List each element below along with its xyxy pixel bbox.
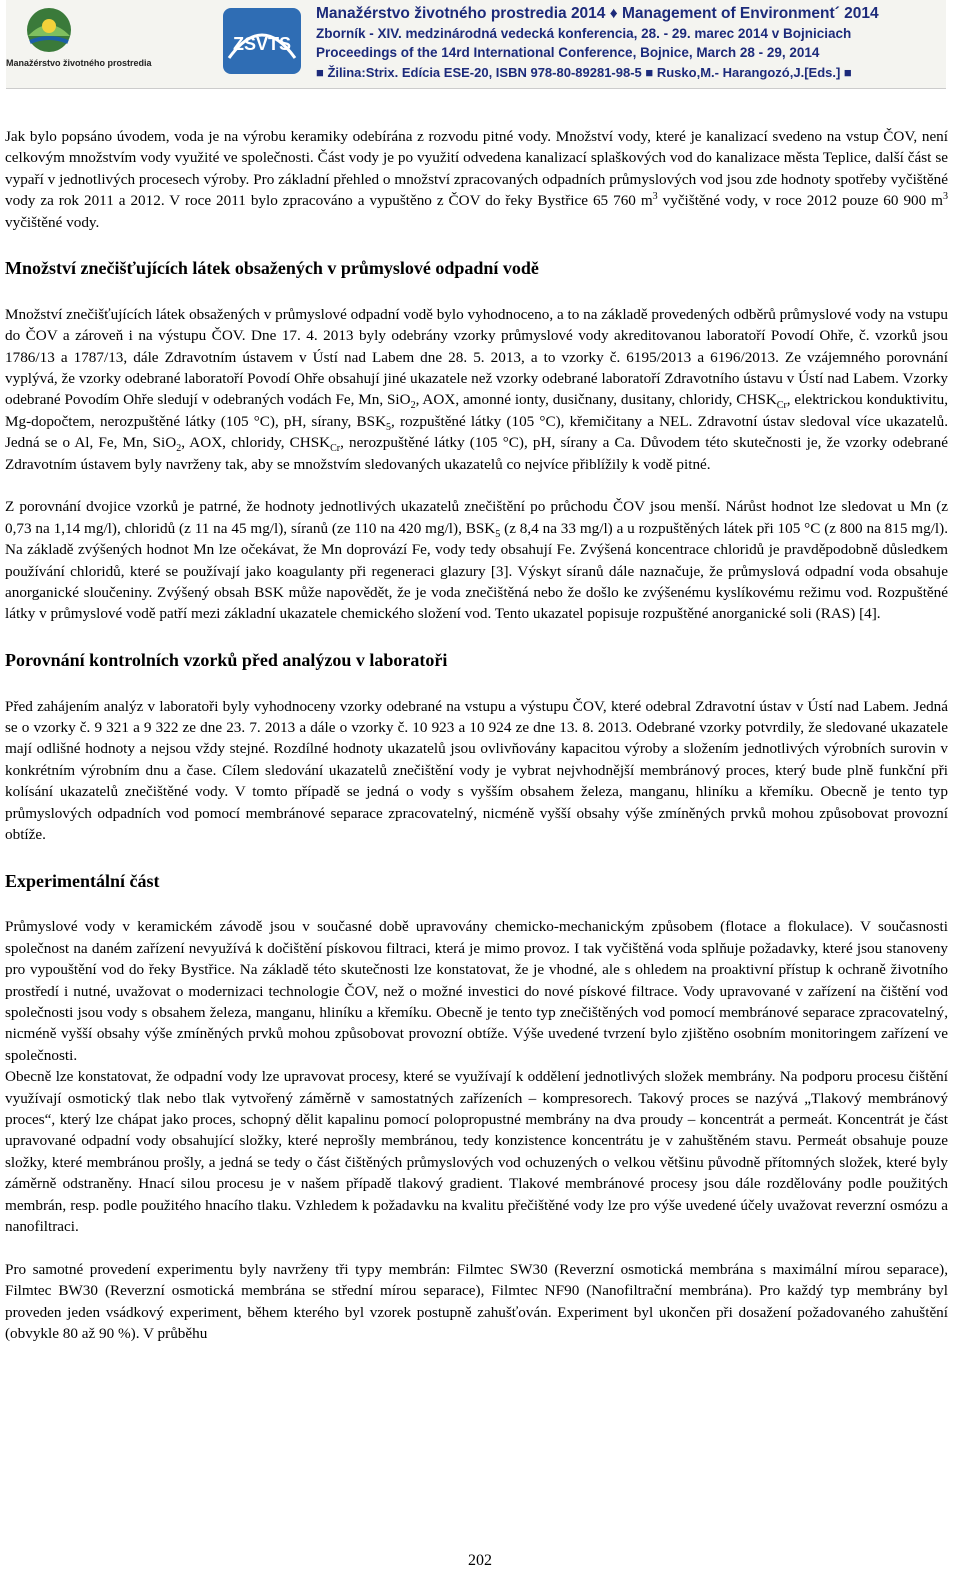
- control-samples-paragraph: Před zahájením analýz v laboratoři byly vyhodnoceny vzorky odebrané na vstupu a výstupu ČOV, které odebral Zdravotní ústav v Ústí nad Labem. Jedná se o vzorky č. 9 321 a 9 322 ze dne 23. 7. 2013 a dále o vzorky č. 10 923 a 10 924 ze dne 13. 8. 2013. Odebrané vzorky potvrdily, že sledované ukazatele mají odlišné hodnoty a nejsou vždy stejné. Rozdílné hodnoty ukazatelů jsou ovlivňovány kapacitou výroby a složením jednotlivých výrobních surovin v konkrétním výrobním dnu a čase. Cílem sledování ukazatelů znečištění vody je vybrat nejvhodnější membránový proces, který bude plně funkční při kolísání ukazatelů znečištěné vody. V tomto případě se jedná o vody s vyšším obsahem železa, manganu, hliníku a křemíku. Obecně je tento typ průmyslových odpadních vod pomocí membránové separace zpracovatelný, nicméně vyšší obsahy výše zmíněných prvků mohou způsobovat provozní obtíže.: [5, 697, 948, 844]
- pollutants-paragraph-1: Množství znečišťujících látek obsažených v průmyslové odpadní vodě bylo vyhodnoceno, a to na základě provedených odběrů průmyslové vody na vstupu do ČOV a zároveň i na výstupu ČOV. Dne 17. 4. 2013 byly odebrány vzorky průmyslové vody akreditovanou laboratoří Povodí Ohře, č. vzorků jsou 1786/13 a 1787/13, dále Zdravotním ústavem v Ústí nad Labem dne 28. 5. 2013, a to vzorky č. 6195/2013 a 6196/2013. Ze vzájemného porovnání vyplývá, že vzorky odebrané laboratoří Povodí Ohře obsahují jiné ukazatele než vzorky odebrané laboratoří Zdravotního ústavu v Ústí nad Labem. Vzorky odebrané Povodím Ohře sledují v odebraných vodách Fe, Mn, SiO$_2$, AOX, amonné ionty, dusičnany, dusitany, chloridy, $CHSK_{Cr}$, elektrickou konduktivitu, Mg-dopočtem, nerozpuštěné látky (105 °C), pH, sírany, $BSK_5$, rozpuštěné látky (105 °C), křemičitany a NEL. Zdravotní ústav sledoval více ukazatelů. Jedná se o Al, Fe, Mn, SiO$_2$, AOX, chloridy, $CHSK_{Cr}$, nerozpuštěné látky (105 °C), pH, sírany a Ca. Důvodem této skutečnosti je, že vzorky odebrané Zdravotním ústavem byly navrženy tak, aby se množstvím sledovaných ukazatelů co nejvíce přiblížily k vodě pitné.: [5, 305, 949, 473]
- section-heading-control-samples: Porovnání kontrolních vzorků před analýzou v laboratoři: [5, 650, 448, 671]
- conference-header-banner: [6, 0, 946, 89]
- experimental-paragraph-3: Pro samotné provedení experimentu byly navrženy tři typy membrán: Filmtec SW30 (Reverzní osmotická membrána s maximální mírou separace), Filmtec BW30 (Reverzní osmotická membrána se střední mírou separace), Filmtec NF90 (Nanofiltrační membrána). Pro každý typ membrány byl proveden jeden vsádkový experiment, během kterého byl vzorek postupně zahušťován. Experiment byl ukončen při dosažení požadovaného zahuštění (obvykle 80 až 90 %). V průběhu: [5, 1260, 948, 1342]
- conference-proceedings-en: Proceedings of the 14rd International Conference, Bojnice, March 28 - 29, 2014: [316, 45, 820, 60]
- page-number: 202: [468, 1552, 492, 1569]
- pollutants-paragraph-2: Z porovnání dvojice vzorků je patrné, že hodnoty jednotlivých ukazatelů znečištění po průchodu ČOV jsou menší. Nárůst hodnot lze sledovat u Mn (z 0,73 na 1,14 mg/l), chloridů (z 11 na 45 mg/l), síranů (ze 110 na 420 mg/l), $BSK_5$ (z 8,4 na 33 mg/l) a u rozpuštěných látek při 105 °C (z 800 na 815 mg/l). Na základě zvýšených hodnot Mn lze očekávat, že Mn doprovází Fe, vody tedy obsahují Fe. Zvýšená koncentrace chloridů je pravděpodobně důsledkem používání chloridů, které se používají jako koagulanty při regeneraci glazury [3]. Výskyt síranů dále naznačuje, že průmyslová odpadní voda obsahuje anorganické sloučeniny. Zvýšený obsah BSK může napovědět, že je voda znečištěná nebo že došlo ke zvýšenému kyslíkovému režimu vod. Rozpuštěné látky v průmyslové vodě patří mezi základní ukazatele chemického složení vod. Tento ukazatel popisuje rozpuštěné anorganické soli (RAS) [4].: [5, 498, 948, 623]
- zsvts-logo-icon: [221, 6, 303, 76]
- conference-isbn: ■ Žilina:Strix. Edícia ESE-20, ISBN 978-80-89281-98-5 ■ Rusko,M.- Harangozó,J.[Eds.] ■: [316, 64, 852, 80]
- logo-caption: Manažérstvo životného prostredia: [6, 58, 152, 68]
- conference-proceedings-sk: Zborník - XIV. medzinárodná vedecká konferencia, 28. - 29. marec 2014 v Bojniciach: [316, 25, 852, 41]
- experimental-paragraph-2: Obecně lze konstatovat, že odpadní vody lze upravovat procesy, které se využívají k oddělení jednotlivých složek membrány. Na podporu procesu čištění využívají osmotický tlak nebo tlak vytvořený záměrně v samostatných zařízeních – kompresorech. Takový proces se nazývá „Tlakový membránový proces“, který lze chápat jako proces, schopný dělit kapalinu pomocí polopropustné membrány na dva proudy – koncentrát a permeát. Koncentrát je část upravované odpadní vody obsahující složky, které neprošly membránou, tedy konzistence koncentrátu je v zahuštěném stavu. Permeát obsahuje pouze složky, které membránou prošly, a jedná se tedy o část čištěných průmyslových vod ochuzených o velkou většinu původně přítomných složek, které byly záměrně odstraněny. Hnací silou procesu je v našem případě tlakový gradient. Tlakové membránové procesy jsou dále rozdělovány podle použitých membrán, resp. podle použitého hnacího tlaku. Vzhledem k požadavku na kvalitu přečištěné vody lze pro výše uvedené účely uvažovat reverzní osmózu a nanofiltraci.: [5, 1068, 948, 1235]
- section-heading-experimental: Experimentální část: [5, 870, 160, 891]
- intro-paragraph: Jak bylo popsáno úvodem, voda je na výrobu keramiky odebírána z rozvodu pitné vody. Množství vody, které je kanalizací svedeno na vstup ČOV, není celkovým množstvím vody využité ve společnosti. Část vody je po využití odvedena kanalizací splaškových vod do kanalizace města Teplice, další část se vypaří v jednotlivých procesech výroby. Pro základní přehled o množství zpracovaných odpadních průmyslových vod jsou zde hodnoty spotřeby vyčištěné vody za rok 2011 a 2012. V roce 2011 bylo zpracováno a vypuštěno z ČOV do řeky Bystřice 65 760 $m^3$ vyčištěné vody, v roce 2012 pouze 60 900 $m^3$ vyčištěné vody.: [5, 128, 948, 231]
- conference-info: [316, 4, 941, 82]
- experimental-paragraph-1: Průmyslové vody v keramickém závodě jsou v současné době upravovány chemicko-mechanickým způsobem (flotace a flokulace). V současnosti společnost na daném zařízení nevyužívá k dočištění pískovou filtraci, která je mimo provoz. I tak vyčištěná voda splňuje požadavky, které jsou stanoveny pro vypouštění vod do řeky Bystřice. Na základě této skutečnosti lze konstatovat, že je vhodné, ale s ohledem na proaktivní přístup k ochraně životního prostředí i nutné, uvažovat o modernizaci technologie ČOV, než o možné investici do nové pískové filtrace. Vody upravované v zařízení na čištění vod společnosti jsou vody s obsahem železa, manganu, hliníku a křemíku. Obecně je tento typ znečištěných vod pomocí membránové separace zpracovatelný, nicméně vyšší obsahy výše zmíněných prvků mohou způsobovat provozní obtíže. Výše uvedené tvrzení bylo zjištěno osobním monitoringem zařízení ve společnosti.: [5, 918, 948, 1064]
- paper-body: [5, 126, 948, 1366]
- environment-logo-icon: [14, 6, 84, 54]
- zsvts-logo-text: ZSVTS: [232, 34, 292, 54]
- section-heading-pollutants: Množství znečišťujících látek obsažených v průmyslové odpadní vodě: [5, 258, 539, 279]
- conference-title: Manažérstvo životného prostredia 2014 ♦ Management of Environment´ 2014: [316, 5, 879, 22]
